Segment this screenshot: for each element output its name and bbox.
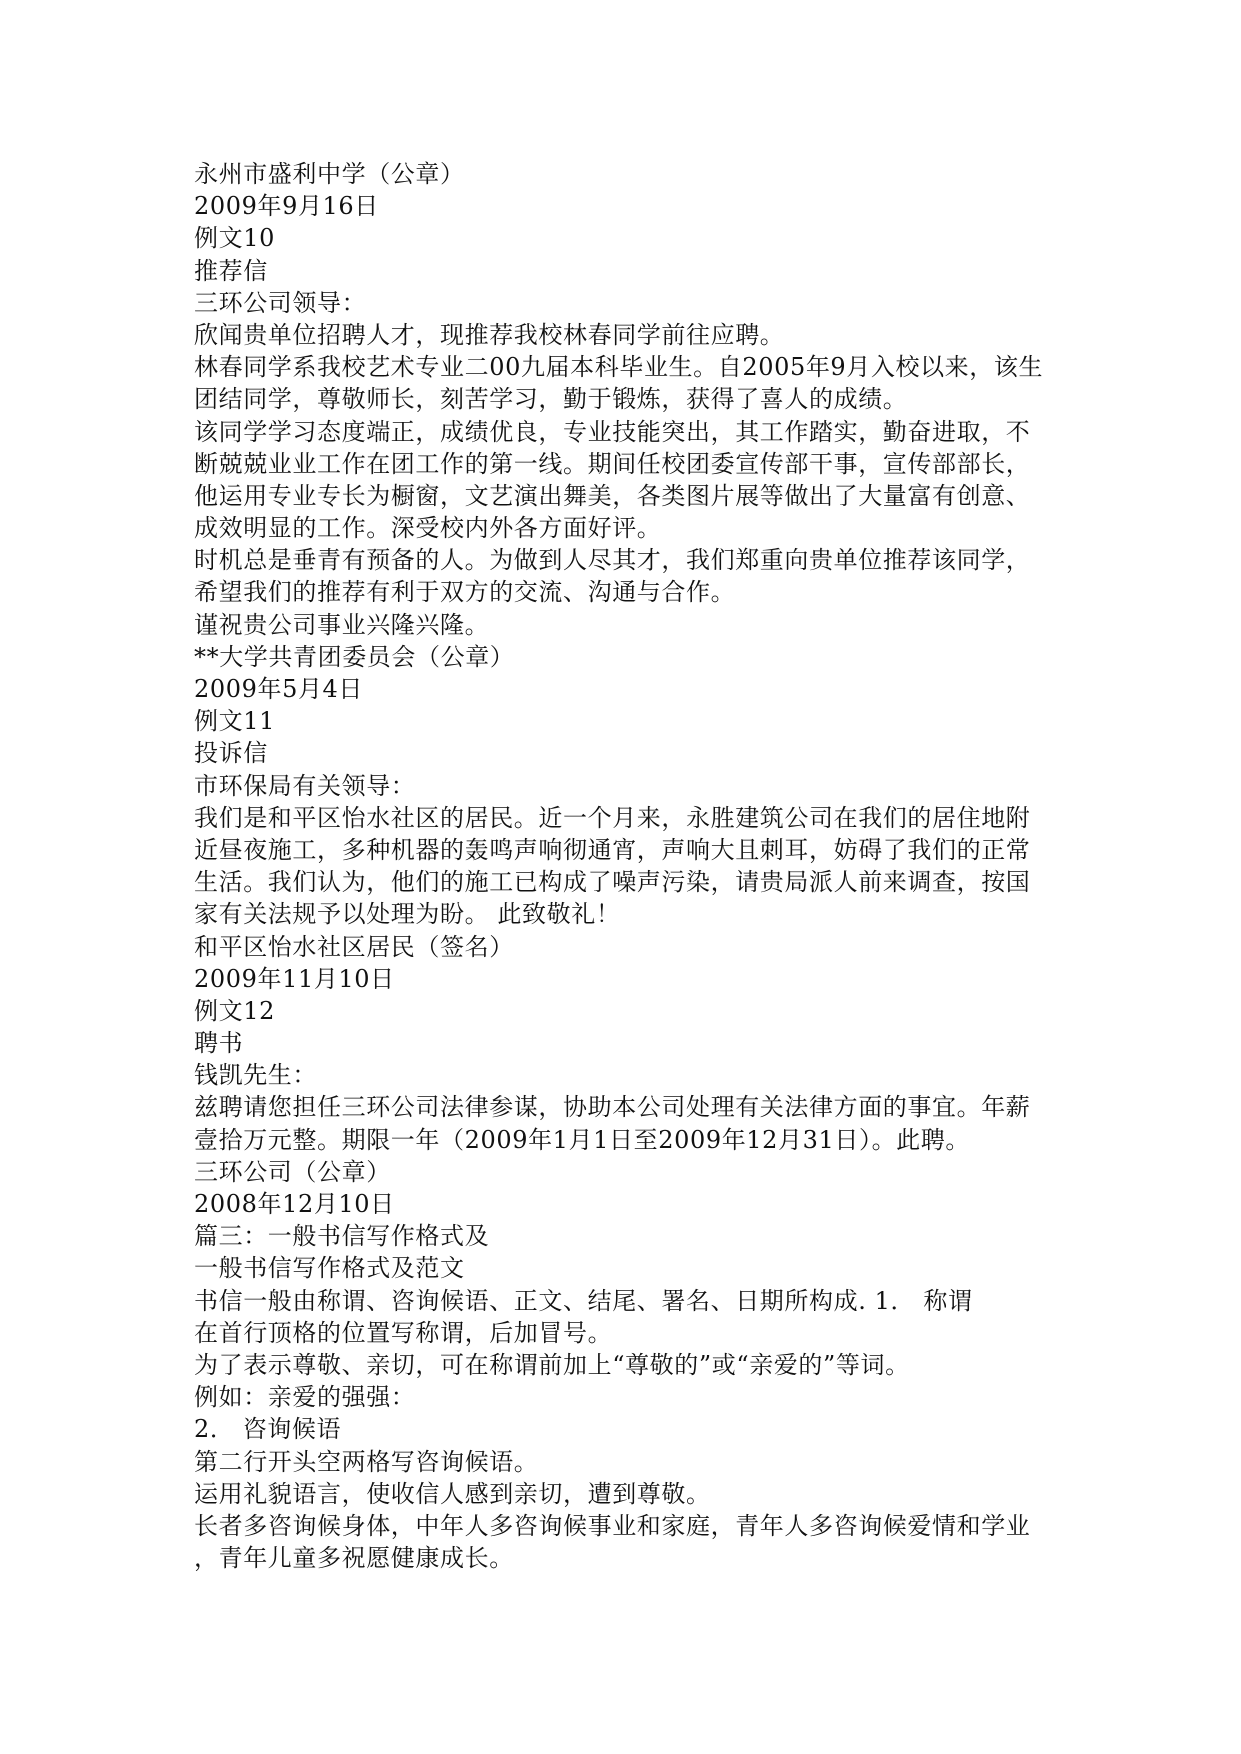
text-line: 2009年11月10日 [194,964,395,993]
text-line: 一般书信写作格式及范文 [194,1254,465,1283]
text-line: 林春同学系我校艺术专业二00九届本科毕业生。自2005年9月入校以来，该生 [194,353,1044,382]
text-line: 钱凯先生： [194,1061,317,1090]
text-line: 成效明显的工作。深受校内外各方面好评。 [194,514,662,543]
text-line: 为了表示尊敬、亲切，可在称谓前加上“尊敬的”或“亲爱的”等词。 [194,1350,910,1379]
text-line: 例文10 [194,224,275,253]
text-line: 生活。我们认为，他们的施工已构成了噪声污染，请贵局派人前来调查，按国 [194,868,1031,897]
text-line: 兹聘请您担任三环公司法律参谋，协助本公司处理有关法律方面的事宜。年薪 [194,1093,1031,1122]
text-line: 永州市盛利中学（公章） [194,160,465,188]
text-line: 投诉信 [194,739,268,768]
text-line: 断兢兢业业工作在团工作的第一线。期间任校团委宣传部干事，宣传部部长， [194,449,1031,478]
text-line: 2009年5月4日 [194,675,364,703]
text-line: 近昼夜施工，多种机器的轰鸣声响彻通宵，声响大且刺耳，妨碍了我们的正常 [194,835,1031,864]
text-line: 例如：亲爱的强强： [194,1383,416,1412]
text-line: 2008年12月10日 [194,1190,395,1218]
text-line: 运用礼貌语言，使收信人感到亲切，遭到尊敬。 [194,1479,711,1508]
text-line: 时机总是垂青有预备的人。为做到人尽其才，我们郑重向贵单位推荐该同学， [194,546,1031,575]
text-line: 家有关法规予以处理为盼。 此致敬礼！ [194,900,621,929]
text-line: 2009年9月16日 [194,192,379,221]
text-line: 例文12 [194,996,275,1025]
text-line: 推荐信 [194,256,268,285]
document-body [194,158,1064,1574]
text-line: 三环公司（公章） [194,1157,391,1186]
text-line: 我们是和平区怡水社区的居民。近一个月来，永胜建筑公司在我们的居住地附 [194,803,1031,832]
text-line: 希望我们的推荐有利于双方的交流、沟通与合作。 [194,578,736,607]
text-line: 例文11 [194,707,275,736]
text-line: 聘书 [194,1029,244,1058]
text-line: **大学共青团委员会（公章） [194,642,515,671]
text-line: 市环保局有关领导： [194,771,416,800]
text-line: 篇三：一般书信写作格式及 [194,1222,490,1251]
text-line: ，青年儿童多祝愿健康成长。 [194,1544,514,1573]
text-line: 长者多咨询候身体，中年人多咨询候事业和家庭，青年人多咨询候爱情和学业 [194,1511,1031,1540]
text-line: 第二行开头空两格写咨询候语。 [194,1447,539,1476]
text-line: 书信一般由称谓、咨询候语、正文、结尾、署名、日期所构成. 1． 称谓 [194,1286,973,1315]
text-line: 三环公司领导： [194,288,367,317]
text-line: 团结同学，尊敬师长，刻苦学习，勤于锻炼，获得了喜人的成绩。 [194,385,908,414]
text-line: 和平区怡水社区居民（签名） [194,932,514,961]
text-line: 壹拾万元整。期限一年（2009年1月1日至2009年12月31日）。此聘。 [194,1125,970,1154]
text-line: 谨祝贵公司事业兴隆兴隆。 [194,610,490,639]
text-line: 欣闻贵单位招聘人才，现推荐我校林春同学前往应聘。 [194,320,785,349]
text-line: 该同学学习态度端正，成绩优良，专业技能突出，其工作踏实，勤奋进取，不 [194,417,1031,446]
text-line: 他运用专业专长为橱窗，文艺演出舞美，各类图片展等做出了大量富有创意、 [194,481,1031,510]
text-line: 2． 咨询候语 [194,1415,342,1444]
text-line: 在首行顶格的位置写称谓，后加冒号。 [194,1318,613,1347]
